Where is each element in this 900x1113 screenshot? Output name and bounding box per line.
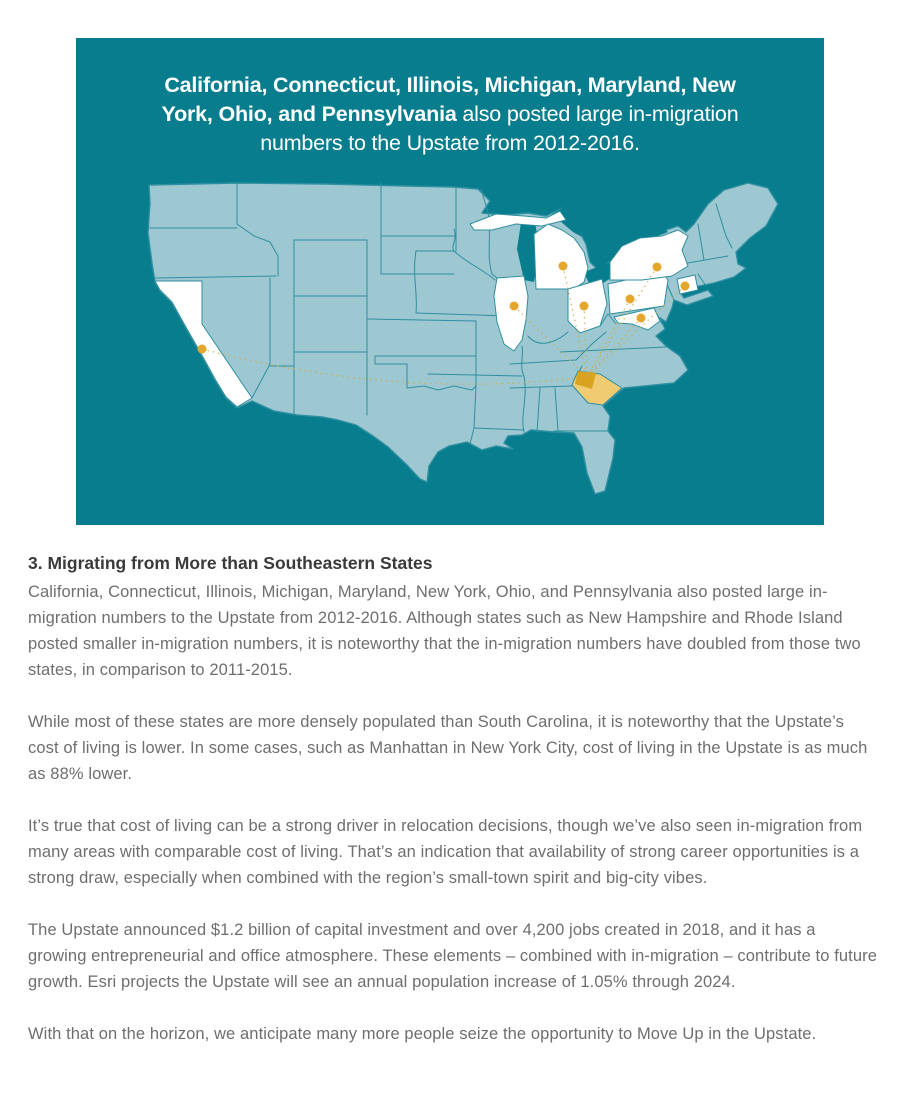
dot-ohio	[580, 302, 589, 311]
section-heading: 3. Migrating from More than Southeastern States	[28, 553, 433, 573]
us-map-landmass	[148, 183, 778, 494]
us-migration-map	[76, 174, 824, 514]
paragraph: California, Connecticut, Illinois, Michigan, Maryland, New York, Ohio, and Pennsylvania also posted large in-migration numbers to the Upstate from 2012-2016. Although states such as New Hampshire and Rhode Island posted smaller in-migration numbers, it is noteworthy that the in-migration numbers have doubled from those two states, in comparison to 2011-2015.	[28, 583, 861, 679]
paragraph: With that on the horizon, we anticipate many more people seize the opportunity to Move Up in the Upstate.	[28, 1025, 817, 1043]
dot-michigan	[559, 262, 568, 271]
banner-headline	[158, 71, 742, 158]
dot-illinois	[510, 302, 519, 311]
dot-new-york	[653, 263, 662, 272]
dot-pennsylvania	[626, 295, 635, 304]
article-body	[0, 525, 900, 1047]
paragraph: The Upstate announced $1.2 billion of capital investment and over 4,200 jobs created in 2018, and it has a growing entrepreneurial and office atmosphere. These elements – combined with in-migration – contribute to future growth. Esri projects the Upstate will see an annual population increase of 1.05% through 2024.	[28, 921, 877, 991]
dot-california	[198, 345, 207, 354]
dot-connecticut	[681, 282, 690, 291]
paragraph: It’s true that cost of living can be a strong driver in relocation decisions, though we’ve also seen in-migration from many areas with comparable cost of living. That’s an indication that availability of strong career opportunities is a strong draw, especially when combined with the region’s small-town spirit and big-city vibes.	[28, 817, 863, 887]
paragraph: While most of these states are more densely populated than South Carolina, it is noteworthy that the Upstate’s cost of living is lower. In some cases, such as Manhattan in New York City, cost of living in the Upstate is as much as 88% lower.	[28, 713, 868, 783]
banner-headline-rest: also posted large in-migration numbers to the Upstate from 2012-2016.	[260, 102, 739, 155]
banner-headline-states: California, Connecticut, Illinois, Michigan, Maryland, New York, Ohio, and Pennsylvania	[161, 73, 736, 126]
dot-maryland	[637, 314, 646, 323]
state-new-york	[610, 230, 688, 280]
map-infographic-banner	[76, 38, 824, 525]
